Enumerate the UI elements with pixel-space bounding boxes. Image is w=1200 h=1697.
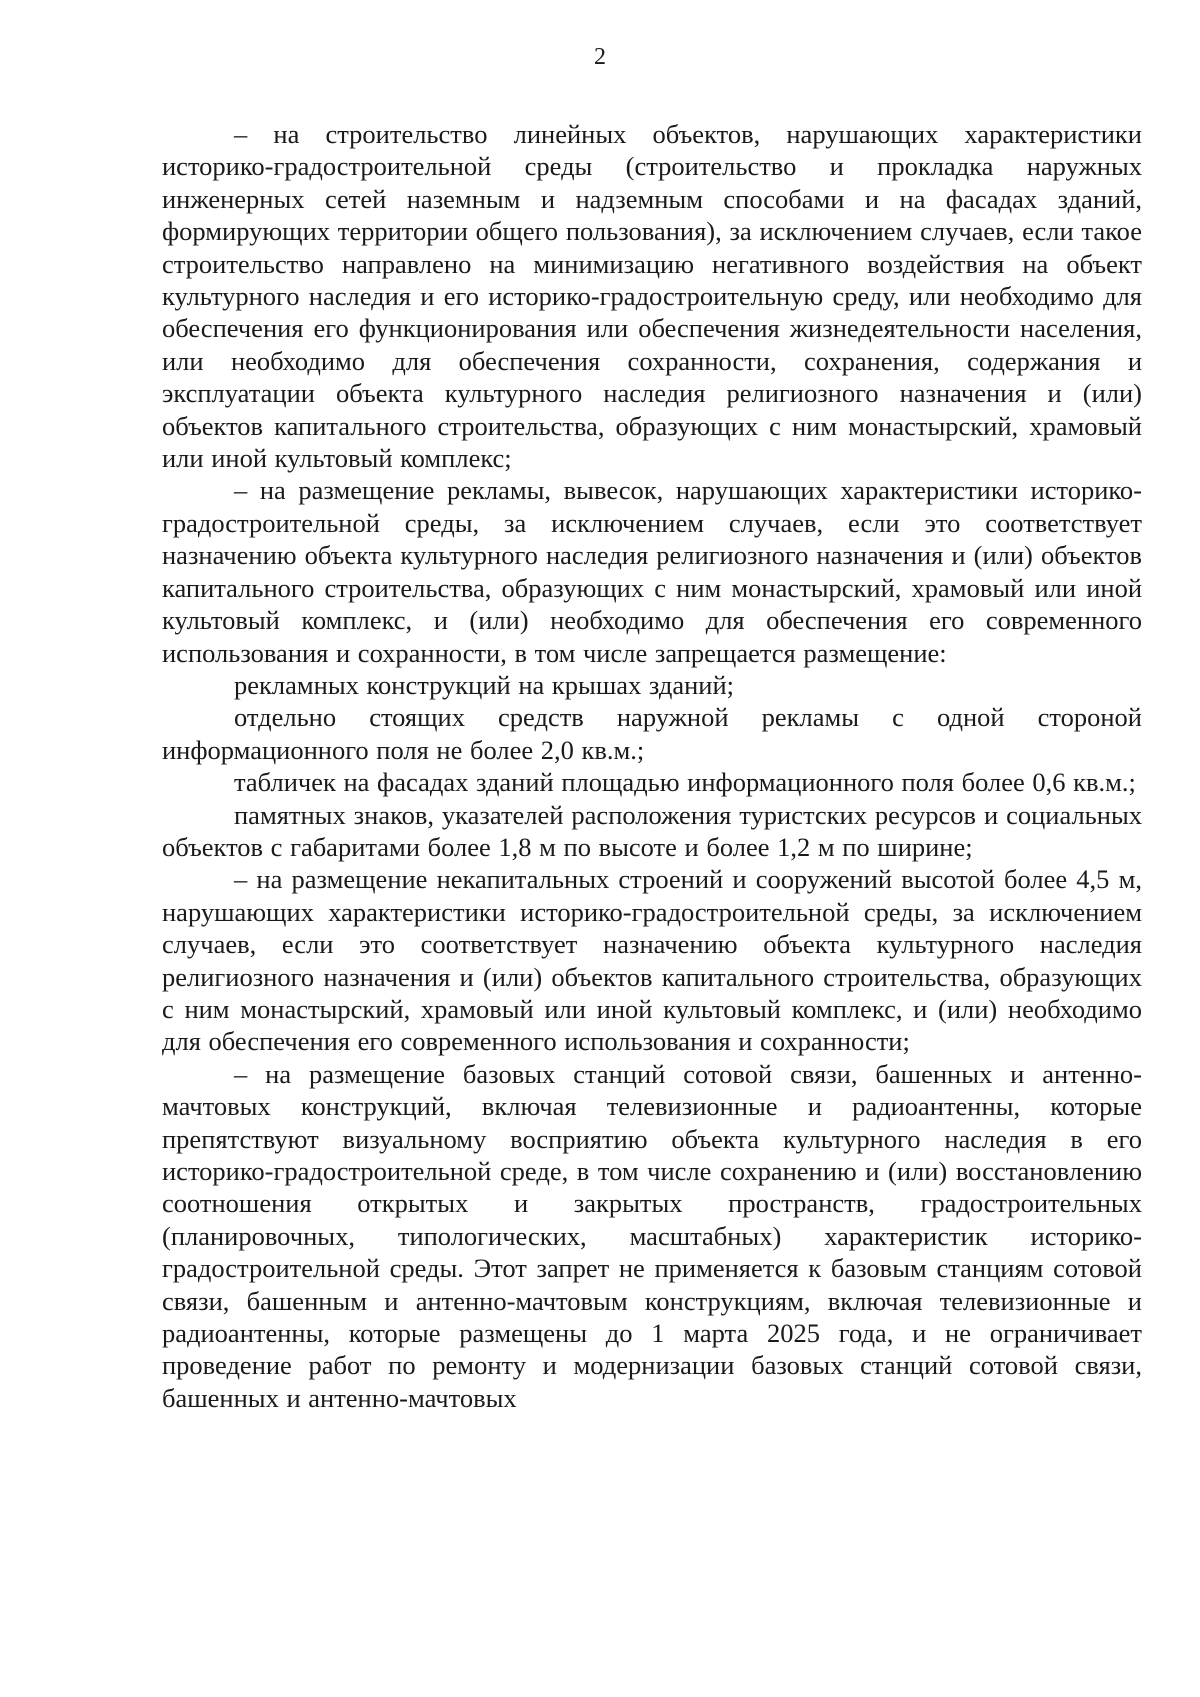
paragraph-non-capital-structures: – на размещение некапитальных строений и сооружений высотой более 4,5 м, нарушающих характеристики историко-градостроительной среды, за исключением случаев, если это соответствует назначению объекта культурного наследия религиозного назначения и (или) объектов капитального строительства, образующих с ним монастырский, храмовый или иной культовый комплекс, и (или) необходимо для обеспечения его современного использования и сохранности; xyxy=(162,864,1142,1057)
paragraph-roof-ads: рекламных конструкций на крышах зданий; xyxy=(234,669,735,700)
paragraph-cellular-stations: – на размещение базовых станций сотовой связи, башенных и антенно-мачтовых конструкций, включая телевизионные и радиоантенны, которые препятствуют визуальному восприятию объекта культурного наследия в его историко-градостроительной среде, в том числе сохранению и (или) восстановлению соотношения открытых и закрытых пространств, градостроительных (планировочных, типологических, масштабных) характеристик историко-градостроительной среды. Этот запрет не применяется к базовым станциям сотовой связи, башенным и антенно-мачтовым конструкциям, включая телевизионные и радиоантенны, которые размещены до 1 марта 2025 года, и не ограничивает проведение работ по ремонту и модернизации базовых станций сотовой связи, башенных и антенно-мачтовых xyxy=(162,1058,1142,1413)
paragraph-memorial-signs: памятных знаков, указателей расположения туристских ресурсов и социальных объектов с габаритами более 1,8 м по высоте и более 1,2 м по ширине; xyxy=(162,799,1142,862)
paragraph-advertising: – на размещение рекламы, вывесок, нарушающих характеристики историко-градостроительной среды, за исключением случаев, если это соответствует назначению объекта культурного наследия религиозного назначения и (или) объектов капитального строительства, образующих с ним монастырский, храмовый или иной культовый комплекс, и (или) необходимо для обеспечения его современного использования и сохранности, в том числе запрещается размещение: xyxy=(162,475,1142,668)
page-number: 2 xyxy=(594,44,606,70)
paragraph-standalone-ads: отдельно стоящих средств наружной рекламы с одной стороной информационного поля не более 2,0 кв.м.; xyxy=(162,702,1142,765)
paragraph-linear-objects: – на строительство линейных объектов, нарушающих характеристики историко-градостроительной среды (строительство и прокладка наружных инженерных сетей наземным и надземным способами и на фасадах зданий, формирующих территории общего пользования), за исключением случаев, если такое строительство направлено на минимизацию негативного воздействия на объект культурного наследия и его историко-градостроительную среду, или необходимо для обеспечения его функционирования или обеспечения жизнедеятельности населения, или необходимо для обеспечения сохранности, сохранения, содержания и эксплуатации объекта культурного наследия религиозного назначения и (или) объектов капитального строительства, образующих с ним монастырский, храмовый или иной культовый комплекс; xyxy=(162,119,1142,474)
document-body xyxy=(162,118,1142,1414)
paragraph-facade-signs: табличек на фасадах зданий площадью информационного поля более 0,6 кв.м.; xyxy=(234,767,1136,798)
